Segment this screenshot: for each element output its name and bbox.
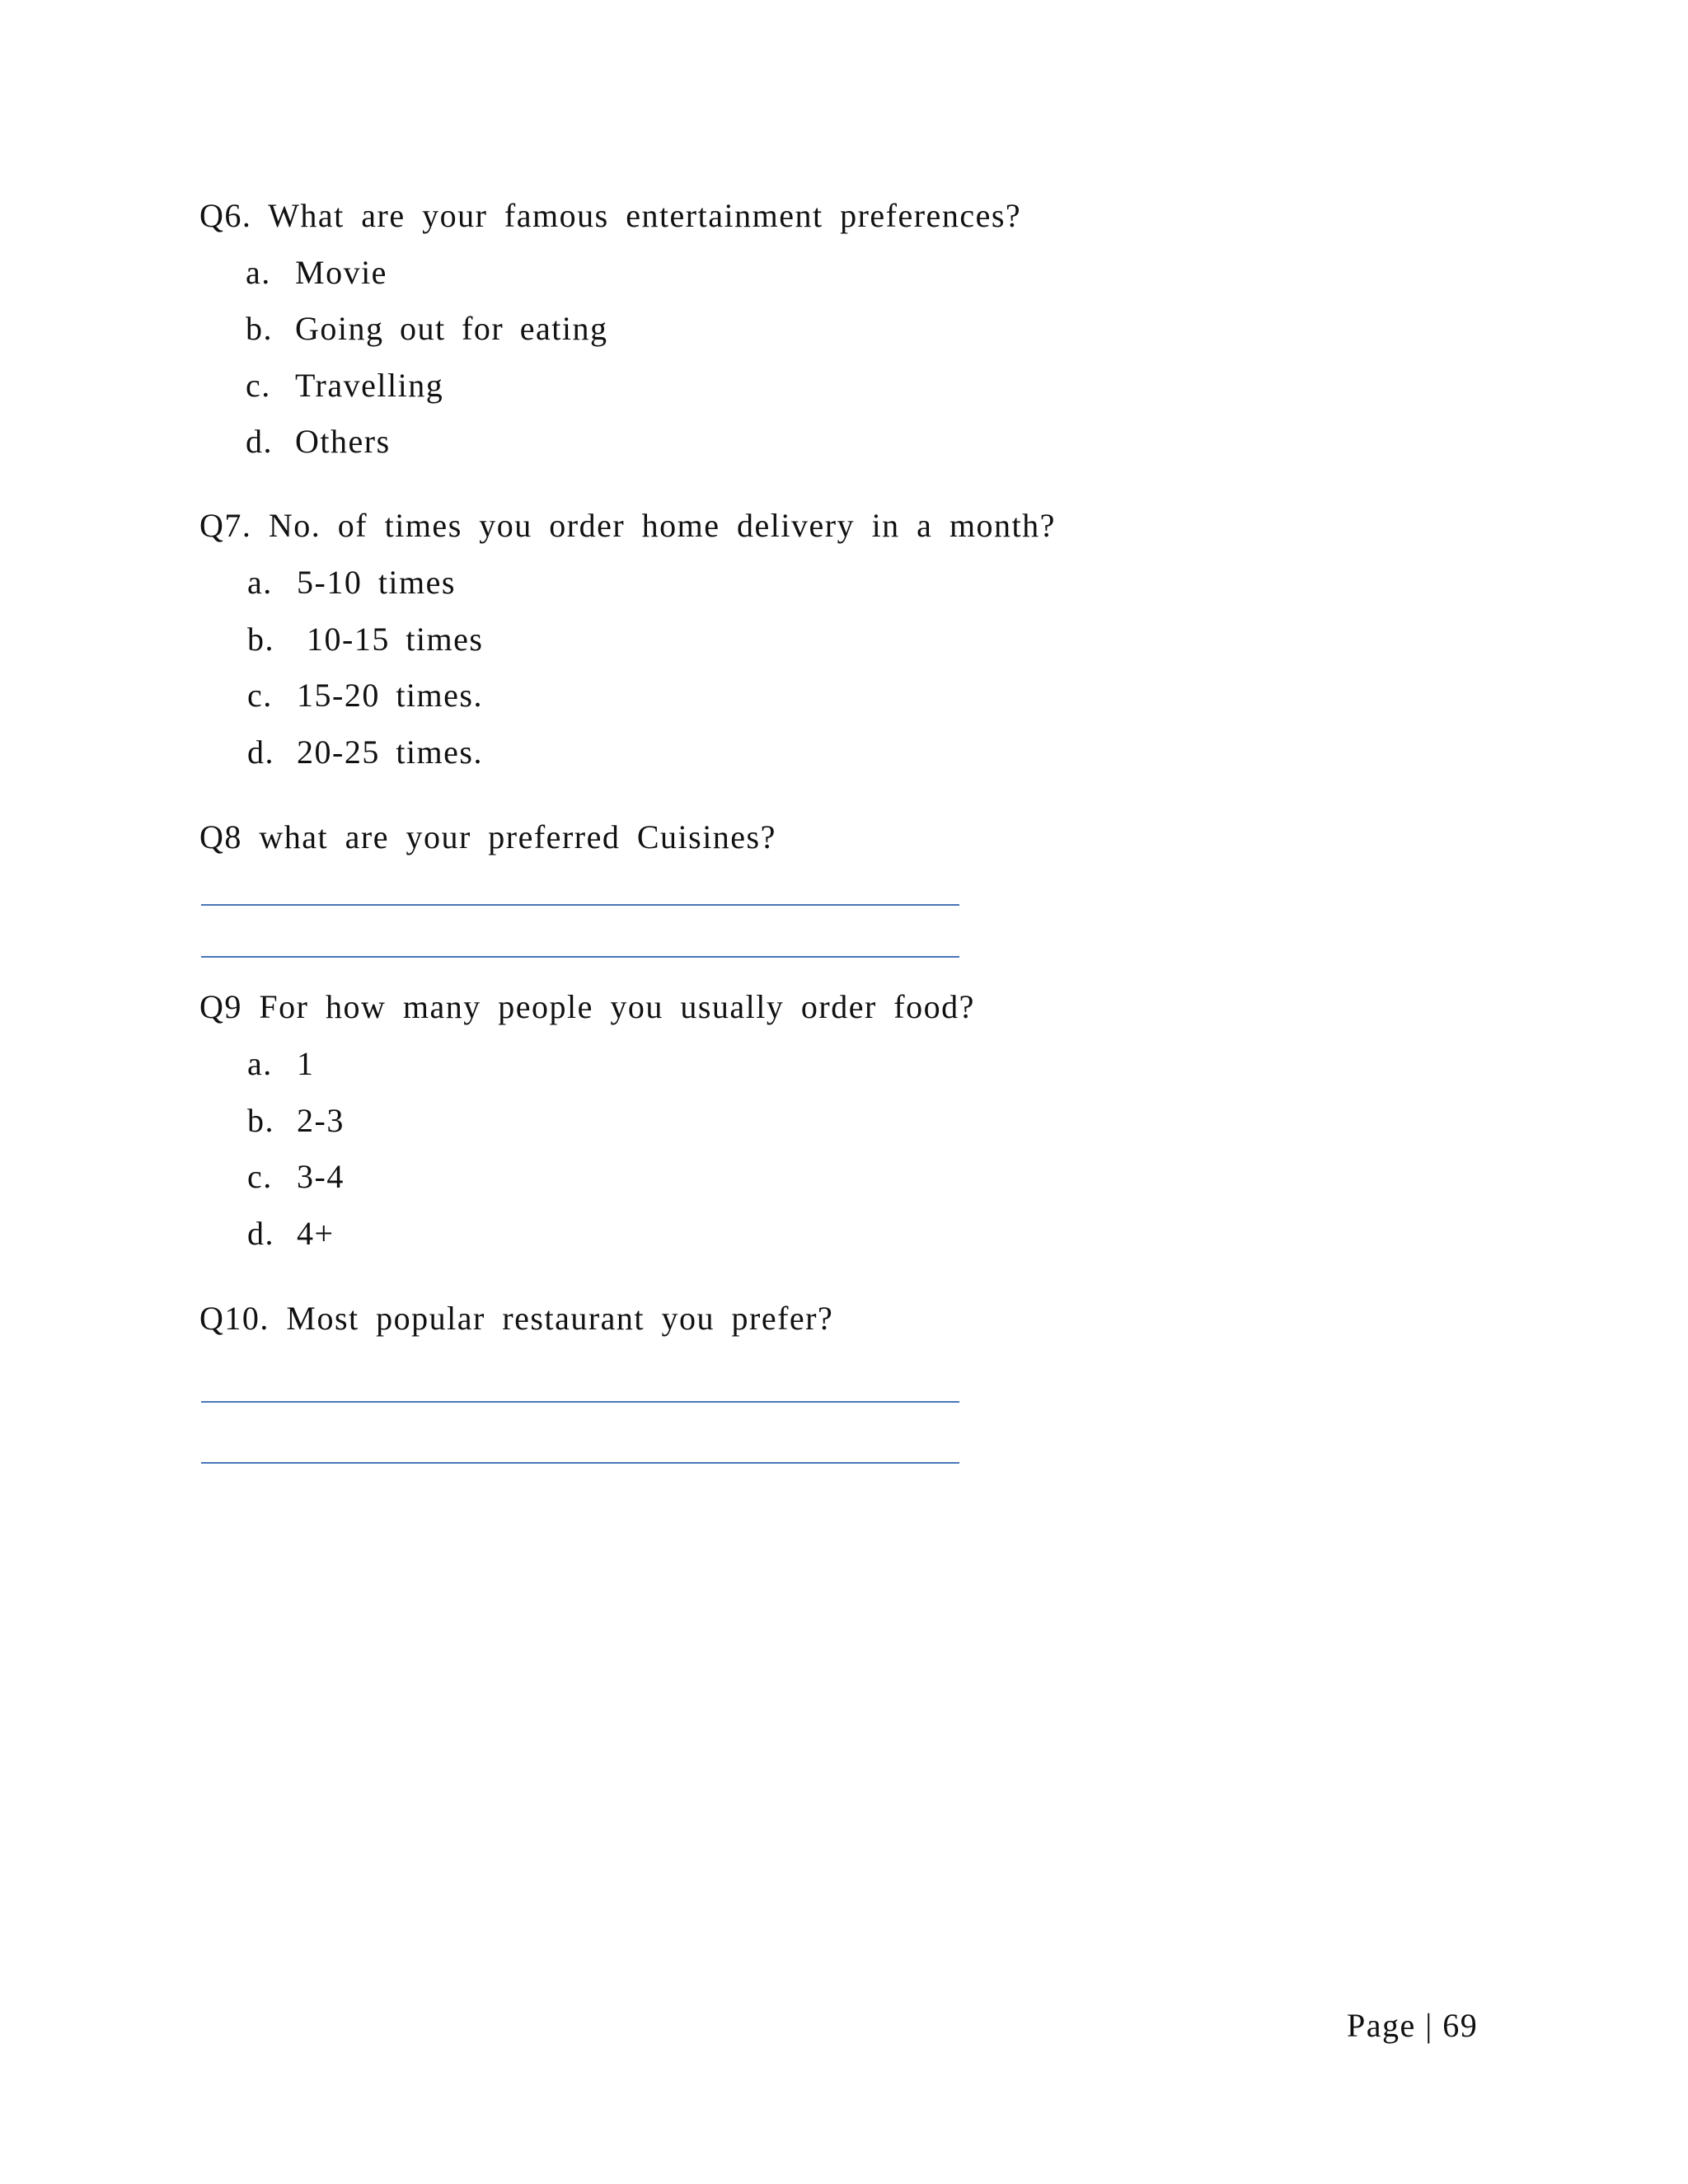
option-letter: a. — [246, 254, 271, 291]
option-letter: c. — [246, 367, 271, 404]
q9-option-c — [247, 1157, 345, 1197]
option-text: 15-20 times. — [297, 677, 483, 714]
q7-option-a — [247, 563, 456, 602]
option-text: 3-4 — [297, 1158, 345, 1195]
option-text: 1 — [297, 1045, 315, 1082]
option-letter: d. — [247, 1215, 274, 1252]
question-q8: Q8 what are your preferred Cuisines? — [199, 818, 776, 855]
option-letter: c. — [247, 1158, 273, 1195]
option-text: Travelling — [295, 367, 444, 404]
answer-line — [201, 956, 959, 958]
answer-line — [201, 904, 959, 906]
question-q6: Q6. What are your famous entertainment preferences? — [199, 197, 1022, 234]
option-text: Others — [295, 423, 391, 460]
q7-option-c — [247, 676, 483, 715]
answer-line — [201, 1401, 959, 1403]
page-number: Page | 69 — [1347, 2007, 1479, 2044]
option-text: Going out for eating — [295, 310, 608, 347]
option-text: 10-15 times — [307, 621, 484, 658]
option-letter: a. — [247, 564, 273, 601]
option-text: 2-3 — [297, 1102, 345, 1139]
q6-option-b — [246, 309, 608, 349]
option-letter: b. — [246, 310, 273, 347]
q9-option-b — [247, 1101, 345, 1141]
option-letter: d. — [246, 423, 273, 460]
option-text: 20-25 times. — [297, 733, 483, 771]
option-text: 5-10 times — [297, 564, 456, 601]
option-letter: b. — [247, 621, 274, 658]
q6-option-d — [246, 422, 391, 462]
option-letter: a. — [247, 1045, 273, 1082]
option-letter: c. — [247, 677, 273, 714]
q6-option-a — [246, 253, 387, 293]
question-q9: Q9 For how many people you usually order food? — [199, 988, 975, 1025]
q6-option-c — [246, 366, 443, 405]
q7-option-d — [247, 733, 483, 772]
answer-line — [201, 1462, 959, 1464]
option-text: Movie — [295, 254, 387, 291]
option-letter: b. — [247, 1102, 274, 1139]
question-q10: Q10. Most popular restaurant you prefer? — [199, 1300, 834, 1337]
question-q7: Q7. No. of times you order home delivery in a month? — [199, 507, 1056, 544]
q9-option-d — [247, 1214, 335, 1254]
q9-option-a — [247, 1044, 315, 1084]
q7-option-b — [247, 620, 483, 659]
option-letter: d. — [247, 733, 274, 771]
option-text: 4+ — [297, 1215, 335, 1252]
